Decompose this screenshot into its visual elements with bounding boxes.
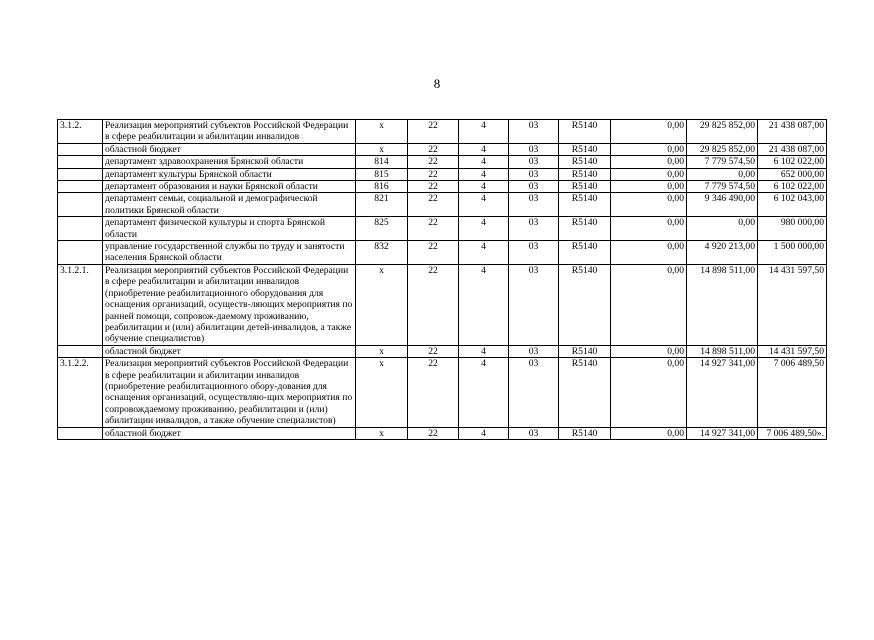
amount-col2-cell: 7 779 574,50 — [687, 156, 758, 168]
grbs-code-cell: х — [356, 358, 408, 427]
amount-col1-cell: 0,00 — [611, 193, 687, 217]
grbs-code-cell: 814 — [356, 156, 408, 168]
amount-col1-cell: 0,00 — [611, 143, 687, 155]
target-article-cell: R5140 — [559, 241, 611, 265]
subsection-code-cell: 4 — [459, 217, 509, 241]
amount-col3-cell: 14 431 597,50 — [758, 345, 827, 357]
table-row — [58, 427, 827, 439]
target-article-cell: R5140 — [559, 345, 611, 357]
subsection-code-cell: 4 — [459, 241, 509, 265]
program-code-cell: 03 — [509, 120, 559, 144]
section-code-cell: 22 — [408, 193, 459, 217]
section-code-cell: 22 — [408, 427, 459, 439]
item-name-cell: областной бюджет — [103, 143, 356, 155]
amount-col3-cell: 7 006 489,50». — [758, 427, 827, 439]
subsection-code-cell: 4 — [459, 358, 509, 427]
grbs-code-cell: х — [356, 345, 408, 357]
item-name-cell: департамент образования и науки Брянской области — [103, 181, 356, 193]
subsection-code-cell: 4 — [459, 120, 509, 144]
table-row — [58, 168, 827, 180]
section-code-cell: 22 — [408, 264, 459, 345]
item-number-cell — [58, 181, 103, 193]
section-code-cell: 22 — [408, 345, 459, 357]
amount-col1-cell: 0,00 — [611, 427, 687, 439]
item-name-cell: Реализация мероприятий субъектов Российской Федерации в сфере реабилитации и абилитации инвалидов (приобретение реабилитационного оборудования для оснащения организаций, осуществ-ляющих мероприятия по ранней помощи, сопровож-даемому проживанию, реабилитации и (или) абилитации детей-инвалидов, а также обучение специалистов) — [103, 264, 356, 345]
item-number-cell — [58, 168, 103, 180]
amount-col2-cell: 14 927 341,00 — [687, 427, 758, 439]
section-code-cell: 22 — [408, 156, 459, 168]
target-article-cell: R5140 — [559, 181, 611, 193]
item-number-cell: 3.1.2.2. — [58, 358, 103, 427]
amount-col2-cell: 29 825 852,00 — [687, 120, 758, 144]
subsection-code-cell: 4 — [459, 193, 509, 217]
program-code-cell: 03 — [509, 345, 559, 357]
amount-col3-cell: 6 102 043,00 — [758, 193, 827, 217]
section-code-cell: 22 — [408, 143, 459, 155]
grbs-code-cell: 815 — [356, 168, 408, 180]
amount-col2-cell: 29 825 852,00 — [687, 143, 758, 155]
target-article-cell: R5140 — [559, 217, 611, 241]
page-number: 8 — [433, 76, 441, 91]
subsection-code-cell: 4 — [459, 156, 509, 168]
subsection-code-cell: 4 — [459, 427, 509, 439]
amount-col3-cell: 21 438 087,00 — [758, 120, 827, 144]
table-row — [58, 241, 827, 265]
grbs-code-cell: х — [356, 143, 408, 155]
item-number-cell — [58, 427, 103, 439]
table-row — [58, 358, 827, 427]
amount-col2-cell: 0,00 — [687, 217, 758, 241]
amount-col1-cell: 0,00 — [611, 168, 687, 180]
amount-col3-cell: 652 000,00 — [758, 168, 827, 180]
amount-col1-cell: 0,00 — [611, 345, 687, 357]
amount-col2-cell: 7 779 574,50 — [687, 181, 758, 193]
target-article-cell: R5140 — [559, 358, 611, 427]
budget-table — [57, 119, 827, 440]
item-name-cell: областной бюджет — [103, 345, 356, 357]
item-number-cell: 3.1.2.1. — [58, 264, 103, 345]
amount-col3-cell: 21 438 087,00 — [758, 143, 827, 155]
amount-col1-cell: 0,00 — [611, 358, 687, 427]
amount-col1-cell: 0,00 — [611, 120, 687, 144]
target-article-cell: R5140 — [559, 427, 611, 439]
amount-col3-cell: 7 006 489,50 — [758, 358, 827, 427]
program-code-cell: 03 — [509, 143, 559, 155]
grbs-code-cell: х — [356, 264, 408, 345]
amount-col2-cell: 9 346 490,00 — [687, 193, 758, 217]
table-body — [58, 120, 827, 440]
program-code-cell: 03 — [509, 156, 559, 168]
amount-col1-cell: 0,00 — [611, 181, 687, 193]
amount-col2-cell: 14 927 341,00 — [687, 358, 758, 427]
item-name-cell: Реализация мероприятий субъектов Российской Федерации в сфере реабилитации и абилитации инвалидов — [103, 120, 356, 144]
section-code-cell: 22 — [408, 217, 459, 241]
item-name-cell: департамент физической культуры и спорта Брянской области — [103, 217, 356, 241]
amount-col1-cell: 0,00 — [611, 217, 687, 241]
table-row — [58, 143, 827, 155]
item-name-cell: департамент семьи, социальной и демографической политики Брянской области — [103, 193, 356, 217]
section-code-cell: 22 — [408, 181, 459, 193]
grbs-code-cell: 816 — [356, 181, 408, 193]
program-code-cell: 03 — [509, 217, 559, 241]
grbs-code-cell: 825 — [356, 217, 408, 241]
item-name-cell: Реализация мероприятий субъектов Российской Федерации в сфере реабилитации и абилитации инвалидов (приобретение реабилитационного обору-дования для оснащения организаций, осуществляю-щих мероприятия по сопровождаемому проживанию, реабилитации и (или) абилитации инвалидов, а также обучение специалистов) — [103, 358, 356, 427]
amount-col2-cell: 4 920 213,00 — [687, 241, 758, 265]
table-row — [58, 181, 827, 193]
item-number-cell — [58, 241, 103, 265]
program-code-cell: 03 — [509, 193, 559, 217]
section-code-cell: 22 — [408, 168, 459, 180]
amount-col1-cell: 0,00 — [611, 264, 687, 345]
table-row — [58, 193, 827, 217]
item-number-cell — [58, 156, 103, 168]
section-code-cell: 22 — [408, 358, 459, 427]
grbs-code-cell: х — [356, 427, 408, 439]
subsection-code-cell: 4 — [459, 181, 509, 193]
program-code-cell: 03 — [509, 427, 559, 439]
target-article-cell: R5140 — [559, 143, 611, 155]
subsection-code-cell: 4 — [459, 143, 509, 155]
grbs-code-cell: 821 — [356, 193, 408, 217]
amount-col3-cell: 6 102 022,00 — [758, 181, 827, 193]
section-code-cell: 22 — [408, 241, 459, 265]
item-name-cell: управление государственной службы по труду и занятости населения Брянской области — [103, 241, 356, 265]
item-number-cell — [58, 345, 103, 357]
program-code-cell: 03 — [509, 241, 559, 265]
program-code-cell: 03 — [509, 181, 559, 193]
amount-col2-cell: 0,00 — [687, 168, 758, 180]
amount-col1-cell: 0,00 — [611, 156, 687, 168]
table-row — [58, 345, 827, 357]
program-code-cell: 03 — [509, 358, 559, 427]
amount-col2-cell: 14 898 511,00 — [687, 345, 758, 357]
amount-col3-cell: 14 431 597,50 — [758, 264, 827, 345]
amount-col2-cell: 14 898 511,00 — [687, 264, 758, 345]
target-article-cell: R5140 — [559, 168, 611, 180]
grbs-code-cell: 832 — [356, 241, 408, 265]
item-number-cell — [58, 217, 103, 241]
section-code-cell: 22 — [408, 120, 459, 144]
table-row — [58, 217, 827, 241]
amount-col1-cell: 0,00 — [611, 241, 687, 265]
table-row — [58, 156, 827, 168]
amount-col3-cell: 1 500 000,00 — [758, 241, 827, 265]
item-number-cell — [58, 193, 103, 217]
amount-col3-cell: 980 000,00 — [758, 217, 827, 241]
program-code-cell: 03 — [509, 264, 559, 345]
table-row — [58, 120, 827, 144]
subsection-code-cell: 4 — [459, 168, 509, 180]
table-row — [58, 264, 827, 345]
subsection-code-cell: 4 — [459, 264, 509, 345]
item-number-cell — [58, 143, 103, 155]
subsection-code-cell: 4 — [459, 345, 509, 357]
target-article-cell: R5140 — [559, 120, 611, 144]
grbs-code-cell: х — [356, 120, 408, 144]
target-article-cell: R5140 — [559, 193, 611, 217]
item-name-cell: департамент здравоохранения Брянской области — [103, 156, 356, 168]
item-name-cell: областной бюджет — [103, 427, 356, 439]
program-code-cell: 03 — [509, 168, 559, 180]
target-article-cell: R5140 — [559, 156, 611, 168]
amount-col3-cell: 6 102 022,00 — [758, 156, 827, 168]
item-name-cell: департамент культуры Брянской области — [103, 168, 356, 180]
item-number-cell: 3.1.2. — [58, 120, 103, 144]
target-article-cell: R5140 — [559, 264, 611, 345]
